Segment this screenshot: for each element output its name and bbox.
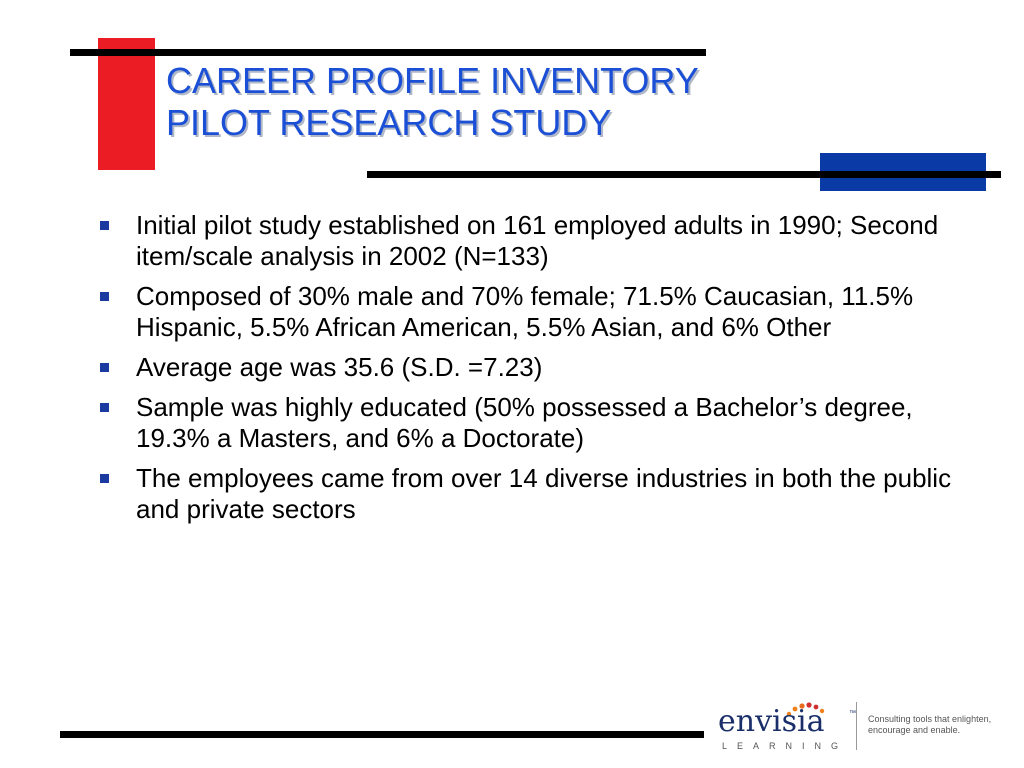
square-bullet-icon xyxy=(100,403,109,412)
bullet-text: Average age was 35.6 (S.D. =7.23) xyxy=(136,352,543,382)
logo-wordmark: envisia xyxy=(718,704,825,739)
logo-divider xyxy=(856,702,857,750)
footer-rule xyxy=(60,731,704,738)
bullet-item xyxy=(98,392,978,454)
logo-trademark: ™ xyxy=(849,710,856,717)
slide-title-line-1: CAREER PROFILE INVENTORY xyxy=(166,60,699,101)
logo-subtitle: LEARNING xyxy=(722,741,849,751)
bullet-text: Sample was highly educated (50% possessed a Bachelor’s degree, 19.3% a Masters, and 6% a Doctorate) xyxy=(136,392,913,453)
bullet-item xyxy=(98,352,978,383)
bullet-text: The employees came from over 14 diverse industries in both the public and private sectors xyxy=(136,463,952,524)
square-bullet-icon xyxy=(100,221,109,230)
bullet-item xyxy=(98,281,978,343)
square-bullet-icon xyxy=(100,474,109,483)
bullet-item xyxy=(98,210,978,272)
bullet-item xyxy=(98,463,978,525)
red-accent-block xyxy=(98,38,155,170)
envisia-logo xyxy=(716,700,1006,755)
bullet-text: Composed of 30% male and 70% female; 71.5% Caucasian, 11.5% Hispanic, 5.5% African American, 5.5% Asian, and 6% Other xyxy=(136,281,914,342)
slide-title xyxy=(166,60,699,144)
title-rule xyxy=(367,171,1001,178)
bullet-text: Initial pilot study established on 161 employed adults in 1990; Second item/scale analysis in 2002 (N=133) xyxy=(136,210,939,271)
square-bullet-icon xyxy=(100,363,109,372)
square-bullet-icon xyxy=(100,292,109,301)
logo-tagline: Consulting tools that enlighten, encourage and enable. xyxy=(868,714,992,735)
slide-title-line-2: PILOT RESEARCH STUDY xyxy=(166,102,612,143)
top-rule xyxy=(70,49,706,56)
bullet-list xyxy=(98,210,978,534)
